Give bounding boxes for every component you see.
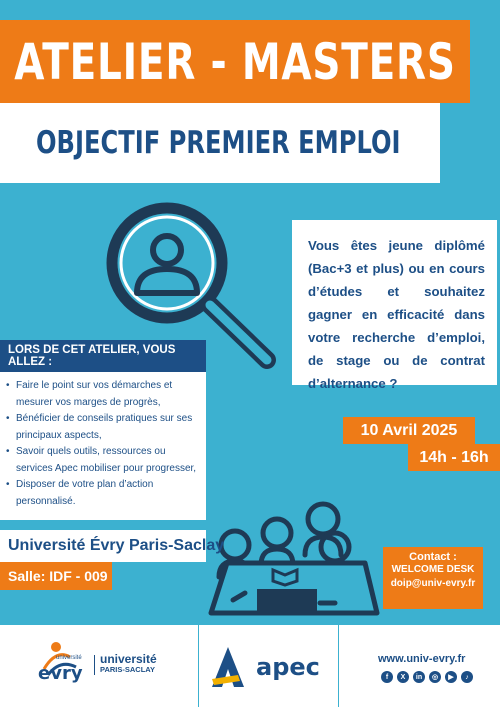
meeting-illustration [205,485,385,625]
linkedin-icon[interactable]: in [413,671,425,683]
contact-desk: WELCOME DESK [391,564,475,575]
person-icon [308,504,338,534]
contact-heading: Contact : [409,551,457,563]
apec-logo-icon [208,645,248,689]
list-item: • Disposer de votre plan d’action personnalisé. [6,477,200,510]
social-links [381,671,473,683]
subtitle-banner [0,103,440,183]
person-icon [263,519,291,547]
page-title: ATELIER - MASTERS [14,32,456,91]
university-name: Université Évry Paris-Saclay [0,530,206,562]
contact-box [383,547,483,609]
youtube-icon[interactable]: ▶ [445,671,457,683]
instagram-icon[interactable]: ◎ [429,671,441,683]
list-item: • Faire le point sur vos démarches et mesurer vos marges de progrès, [6,378,200,411]
website-link[interactable]: www.univ-evry.fr [378,653,466,665]
footer-divider [198,625,199,707]
logo-divider [94,655,95,675]
paris-saclay-line2: PARIS-SACLAY [100,665,156,674]
paris-saclay-line1: université [100,652,157,666]
tiktok-icon[interactable]: ♪ [461,671,473,683]
evry-tagline: université [56,655,82,661]
activities-panel [0,340,206,520]
title-banner [0,20,470,103]
list-item: • Bénéficier de conseils pratiques sur ses principaux aspects, [6,411,200,444]
x-icon[interactable]: X [397,671,409,683]
activities-heading: LORS DE CET ATELIER, VOUS ALLEZ : [0,340,206,372]
evry-logo [36,639,88,691]
footer-divider [338,625,339,707]
page-subtitle: OBJECTIF PREMIER EMPLOI [36,125,401,161]
apec-logo-text: apec [256,653,320,681]
evry-logo-text: evry [38,663,83,684]
room-label: Salle: IDF - 009 [0,562,112,590]
footer [0,625,500,707]
person-icon [221,531,249,559]
contact-email[interactable]: doip@univ-evry.fr [390,578,476,589]
event-date: 10 Avril 2025 [343,417,475,444]
apec-logo [208,643,332,691]
facebook-icon[interactable]: f [381,671,393,683]
intro-text: Vous êtes jeune diplômé (Bac+3 et plus) ou en cours d’études et souhaitez gagner en efficacité dans votre recherche d’emploi, de stage ou de contrat d’alternance ? [292,220,497,385]
paris-saclay-logo [100,653,157,675]
list-item: • Savoir quels outils, ressources ou services Apec mobiliser pour progresser, [6,444,200,477]
event-time: 14h - 16h [408,444,500,471]
activities-list [0,372,206,510]
